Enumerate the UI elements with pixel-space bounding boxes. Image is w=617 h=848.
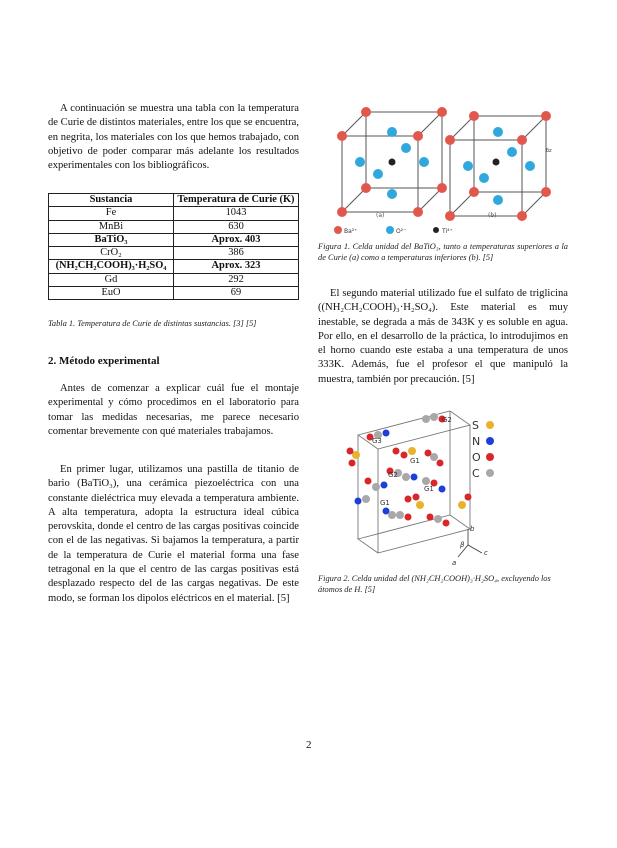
- legend-c: C: [472, 467, 480, 480]
- figure-2-tgs-cell: [330, 405, 500, 570]
- legend-n: N: [472, 435, 481, 448]
- label-g2: G2: [388, 471, 398, 479]
- table-header-temperature: Temperatura de Curie (K): [174, 194, 299, 207]
- figure-1-label-b: (b): [488, 212, 497, 219]
- table-cell: CrO₂: [49, 247, 174, 260]
- axis-b-label: b: [470, 525, 475, 533]
- ti-atoms: [389, 159, 500, 166]
- label-g1-mid: G1: [424, 485, 434, 493]
- table-header-row: [49, 194, 299, 207]
- table-row: [49, 260, 299, 273]
- page-number: 2: [306, 739, 312, 751]
- label-g1-top: G1: [410, 457, 420, 465]
- label-g1: G1: [380, 499, 390, 507]
- curie-table: [48, 193, 299, 300]
- paragraph-batio3: En primer lugar, utilizamos una pastilla de titanio de bario (BaTiO₃), una cerámica piezoeléctrica con una constante dieléctrica muy elevada a temperatura ambiente. A alta temperatura, adopta la estructura ideal cúbica perovskita, donde el centro de las cargas positivas coincide con el de las negativas. Si bajamos la temperatura, a partir de la temperatura de Curie el material forma una fase tetragonal en la que el centro de las cargas positivas está desplazado respecto del de las cargas negativas. De este modo, se forman los dipolos eléctricos en el material. [5]: [48, 464, 299, 604]
- legend-o: O: [472, 451, 481, 464]
- svg-text:δz: δz: [546, 148, 552, 154]
- intro-paragraph: A continuación se muestra una tabla con la temperatura de Curie de distintos materiales, entre los que se encuentra, en negrita, los materiales con los que hemos trabajado, con objetivo de poder comparar más adelante los resultados experimentales con los bibliográficos.: [48, 103, 299, 172]
- table-cell: BaTiO₃: [49, 233, 174, 246]
- table-row: [49, 220, 299, 233]
- table-row: [49, 247, 299, 260]
- figure-2-legend: [472, 419, 494, 480]
- legend-o: O²⁻: [396, 228, 407, 235]
- ba-atoms: [337, 107, 551, 221]
- table-row: [49, 233, 299, 246]
- table-cell: Gd: [49, 273, 174, 286]
- legend-ba: Ba²⁺: [344, 228, 358, 235]
- axis-a-label: a: [452, 559, 457, 567]
- table-cell: Fe: [49, 207, 174, 220]
- table-row: [49, 287, 299, 300]
- figure-1-label-a: (a): [376, 212, 385, 219]
- section-title: 2. Método experimental: [48, 355, 160, 367]
- table-cell: 386: [174, 247, 299, 260]
- paragraph-method: Antes de comenzar a explicar cuál fue el montaje experimental y cómo procedimos en el laboratorio para tomar las medidas necesarias, me parece necesario comentar brevemente con qué materiales trabajamos.: [48, 383, 299, 437]
- beta-label: β: [460, 541, 465, 549]
- table-cell: MnBi: [49, 220, 174, 233]
- table-cell: 292: [174, 273, 299, 286]
- table-caption: Tabla 1. Temperatura de Curie de distintas sustancias. [3] [5]: [48, 319, 257, 328]
- table-cell: 630: [174, 220, 299, 233]
- figure-1-legend: [334, 226, 453, 235]
- o-atoms: [355, 127, 535, 205]
- figure-2-caption: Figura 2. Celda unidad del (NH₂CH₂COOH)₃·H₂SO₄, excluyendo los átomos de H. [5]: [318, 574, 551, 594]
- table-cell: EuO: [49, 287, 174, 300]
- label-g3: G3: [372, 437, 382, 445]
- table-row: [49, 207, 299, 220]
- table-cell: (NH₂CH₂COOH)₃·H₂SO₄: [49, 260, 174, 273]
- axis-c-label: c: [484, 549, 488, 557]
- figure-1-batio3-cells: [326, 96, 566, 246]
- label-g2-top: G2: [442, 416, 452, 424]
- legend-s: S: [472, 419, 479, 432]
- paragraph-tgs: El segundo material utilizado fue el sulfato de triglicina ((NH₂CH₂COOH)₃·H₂SO₄). Este material es muy inestable, se degrada a más de 343K y es soluble en agua. Por ello, en el desarrollo de la práctica, lo introdujimos en el horno cuando este estaba a una temperatura de unos 333K. Además, fue el profesor el que manipuló la muestra, también por precaución. [5]: [318, 288, 568, 385]
- table-cell: Aprox. 403: [174, 233, 299, 246]
- table-row: [49, 273, 299, 286]
- table-header-substance: Sustancia: [49, 194, 174, 207]
- legend-ti: Ti⁴⁺: [442, 228, 453, 235]
- table-cell: Aprox. 323: [174, 260, 299, 273]
- table-cell: 1043: [174, 207, 299, 220]
- figure-1-caption: Figura 1. Celda unidad del BaTiO₃, tanto a temperaturas superiores a la de Curie (a) como a temperaturas inferiores (b). [5]: [318, 242, 568, 262]
- table-cell: 69: [174, 287, 299, 300]
- molecule-groups: [347, 413, 472, 527]
